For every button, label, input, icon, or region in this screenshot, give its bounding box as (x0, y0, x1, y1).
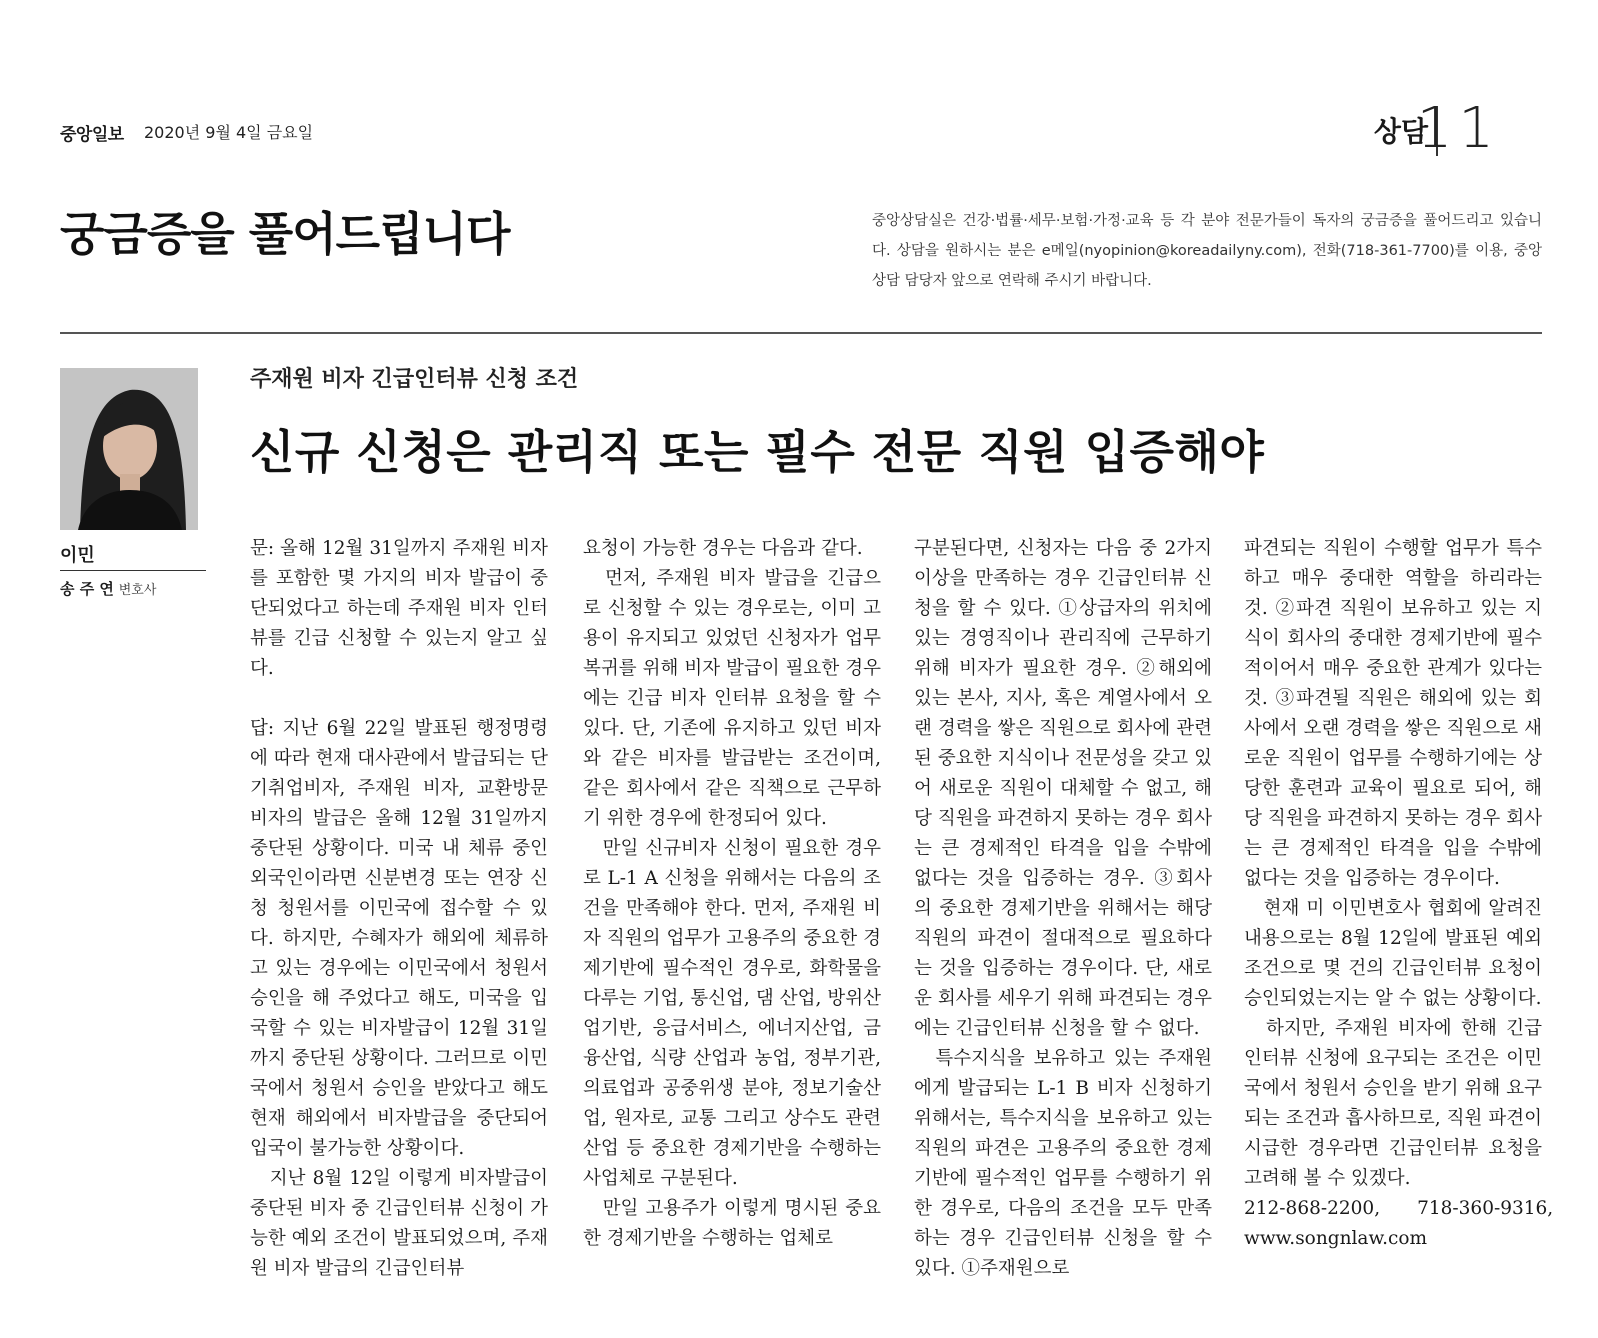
contact-website[interactable]: www.songnlaw.com (1244, 1228, 1428, 1249)
paragraph: 구분된다면, 신청자는 다음 중 2가지 이상을 만족하는 경우 긴급인터뷰 신청을 할 수 있다. ①상급자의 위치에 있는 경영직이나 관리직에 근무하기 위해 비자가 필요한 경우. ②해외에 있는 본사, 지사, 혹은 계열사에서 오랜 경력을 쌓은 직원으로 회사에 관련된 중요한 지식이나 전문성을 갖고 있어 새로운 직원이 대체할 수 없고, 해당 직원을 파견하지 못하는 경우 회사는 큰 경제적인 타격을 입을 수밖에 없다는 것을 입증하는 경우. ③회사의 중요한 경제기반을 위해서는 해당 직원의 파견이 절대적으로 필요하다는 것을 입증하는 경우이다. 단, 새로운 회사를 세우기 위해 파견되는 경우에는 긴급인터뷰 신청을 할 수 없다. (914, 538, 1212, 1039)
paragraph: 만일 신규비자 신청이 필요한 경우로 L-1 A 신청을 위해서는 다음의 조건을 만족해야 한다. 먼저, 주재원 비자 직원의 업무가 고용주의 중요한 경제기반에 필수적인 경우로, 화학물을 다루는 기업, 통신업, 댐 산업, 방위산업기반, 응급서비스, 에너지산업, 금융산업, 식량 산업과 농업, 정부기관, 의료업과 공중위생 분야, 정보기술산업, 원자로, 교통 그리고 상수도 관련 산업 등 중요한 경제기반을 수행하는 사업체로 구분된다. (583, 838, 881, 1189)
paragraph: 요청이 가능한 경우는 다음과 같다. (583, 538, 863, 559)
article-kicker: 주재원 비자 긴급인터뷰 신청 조건 (250, 367, 579, 392)
paragraph: 특수지식을 보유하고 있는 주재원에게 발급되는 L-1 B 비자 신청하기 위해서는, 특수지식을 보유하고 있는 직원의 파견은 고용주의 중요한 경제기반에 필수적인 업무를 수행하기 위한 경우로, 다음의 조건을 모두 만족하는 경우 긴급인터뷰 신청을 할 수 있다. ①주재원으로 (914, 1048, 1212, 1279)
article-column-2 (583, 534, 881, 1254)
paragraph: 현재 미 이민변호사 협회에 알려진 내용으로는 8월 12일에 발표된 예외조건으로 몇 건의 긴급인터뷰 요청이 승인되었는지는 알 수 없는 상황이다. (1244, 898, 1542, 1009)
author-person: 송 주 연 (60, 580, 114, 598)
author-photo (60, 368, 198, 530)
author-column-name: 이민 (60, 545, 95, 566)
banner-title: 궁금증을 풀어드립니다 (60, 207, 510, 261)
article-headline: 신규 신청은 관리직 또는 필수 전문 직원 입증해야 (250, 425, 1265, 479)
paragraph: 지난 8월 12일 이렇게 비자발급이 중단된 비자 중 긴급인터뷰 신청이 가능한 예외 조건이 발표되었으며, 주재원 비자 발급의 긴급인터뷰 (250, 1168, 548, 1279)
section-rule (60, 332, 1542, 334)
article-column-1 (250, 534, 548, 1284)
author-portrait-icon (60, 368, 198, 530)
paragraph: 만일 고용주가 이렇게 명시된 중요한 경제기반을 수행하는 업체로 (583, 1198, 881, 1249)
page-number: 11 (1416, 96, 1500, 161)
paragraph: 답: 지난 6월 22일 발표된 행정명령에 따라 현재 대사관에서 발급되는 단기취업비자, 주재원 비자, 교환방문 비자의 발급은 올해 12월 31일까지 중단된 상황이다. 미국 내 체류 중인 외국인이라면 신분변경 또는 연장 신청 청원서를 이민국에 접수할 수 있다. 하지만, 수혜자가 해외에 체류하고 있는 경우에는 이민국에서 청원서 승인을 해 주었다고 해도, 미국을 입국할 수 있는 비자발급이 12월 31일까지 중단된 상황이다. 그러므로 이민국에서 청원서 승인을 받았다고 해도 현재 해외에서 비자발급을 중단되어 입국이 불가능한 상황이다. (250, 718, 548, 1159)
banner-intro: 중앙상담실은 건강·법률·세무·보험·가정·교육 등 각 분야 전문가들이 독자의 궁금증을 풀어드리고 있습니다. 상담을 원하시는 분은 e메일(nyopinion@koreadailyny.com), 전화(718-361-7700)를 이용, 중앙상담 담당자 앞으로 연락해 주시기 바랍니다. (872, 213, 1542, 289)
paragraph-gap (250, 684, 548, 714)
article-column-4 (1244, 534, 1554, 1254)
paragraph: 문: 올해 12월 31일까지 주재원 비자를 포함한 몇 가지의 비자 발급이 중단되었다고 하는데 주재원 비자 인터뷰를 긴급 신청할 수 있는지 알고 싶다. (250, 538, 548, 679)
section-label: 상담 (1373, 115, 1428, 148)
author-role: 변호사 (118, 583, 157, 598)
paragraph: 파견되는 직원이 수행할 업무가 특수하고 매우 중대한 역할을 하리라는 것. ②파견 직원이 보유하고 있는 지식이 회사의 중대한 경제기반에 필수적이어서 매우 중요한 관계가 있다는 것. ③파견될 직원은 해외에 있는 회사에서 오랜 경력을 쌓은 직원으로 새로운 직원이 업무를 수행하기에는 상당한 훈련과 교육이 필요로 되어, 해당 직원을 파견하지 못하는 경우 회사는 큰 경제적인 타격을 입을 수밖에 없다는 것을 입증하는 경우이다. (1244, 538, 1542, 889)
contact-phones: 212-868-2200, 718-360-9316, (1244, 1198, 1554, 1219)
author-byline (60, 578, 156, 599)
newspaper-brand: 중앙일보 (60, 125, 124, 145)
paragraph: 하지만, 주재원 비자에 한해 긴급인터뷰 신청에 요구되는 조건은 이민국에서 청원서 승인을 받기 위해 요구되는 조건과 흡사하므로, 직원 파견이 시급한 경우라면 긴급인터뷰 요청을 고려해 볼 수 있겠다. (1244, 1018, 1542, 1189)
author-rule (60, 570, 206, 571)
issue-date: 2020년 9월 4일 금요일 (144, 123, 314, 142)
paragraph: 먼저, 주재원 비자 발급을 긴급으로 신청할 수 있는 경우로는, 이미 고용이 유지되고 있었던 신청자가 업무 복귀를 위해 비자 발급이 필요한 경우에는 긴급 비자 인터뷰 요청을 할 수 있다. 단, 기존에 유지하고 있던 비자와 같은 비자를 발급받는 조건이며, 같은 회사에서 같은 직책으로 근무하기 위한 경우에 한정되어 있다. (583, 568, 881, 829)
article-column-3 (914, 534, 1212, 1284)
masthead (60, 96, 1540, 168)
